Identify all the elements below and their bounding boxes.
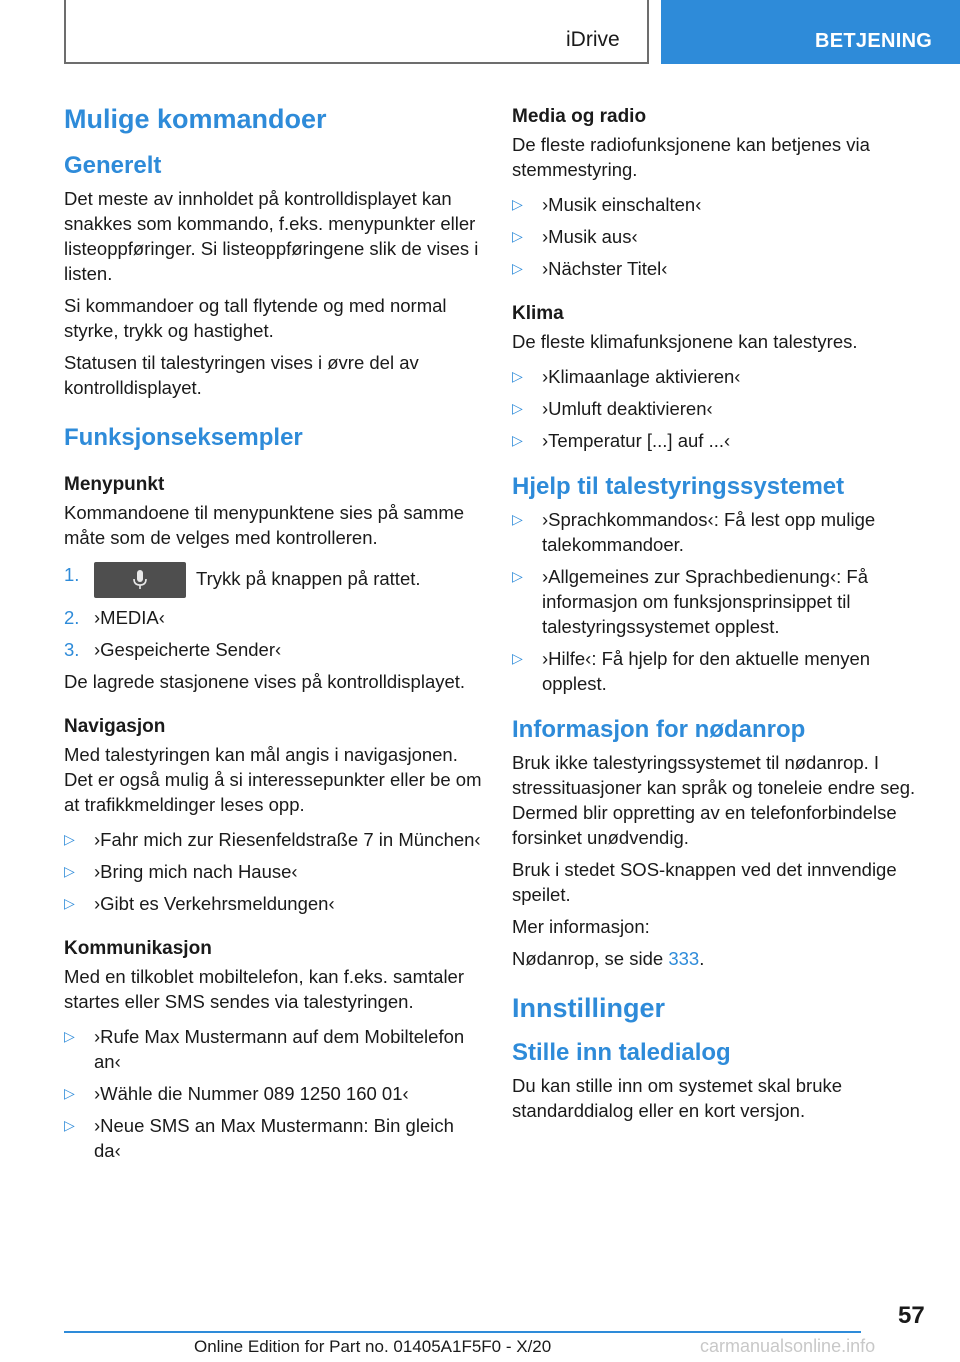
voice-button-image — [94, 562, 186, 598]
step-number: 2. — [64, 607, 80, 628]
step-number: 1. — [64, 564, 80, 585]
watermark: carmanualsonline.info — [700, 1336, 876, 1356]
paragraph-nodanrop-1: Bruk ikke talestyringssystemet til nødanrop. I stressituasjoner kan språk og toneleie endre seg. Dermed blir oppretting av en telefonforbindelse forsinket unødvendig. — [512, 752, 916, 848]
paragraph-nodanrop-3: Mer informasjon: — [512, 916, 650, 937]
heading-innstillinger: Innstillinger — [512, 993, 666, 1023]
step-text: Trykk på knappen på rattet. — [196, 567, 421, 589]
heading-hjelp: Hjelp til talestyringssystemet — [512, 473, 845, 500]
list-item: ▷ ›Wähle die Nummer 089 1250 160 01‹ — [64, 1081, 482, 1106]
list-item: ▷ ›Allgemeines zur Sprachbedienung‹: Få informasjon om funksjonsprinsippet til talestyringssystemet opplest. — [512, 564, 937, 639]
step-item — [64, 562, 482, 598]
list-item: ▷ ›Umluft deaktivieren‹ — [512, 396, 937, 421]
page-reference-link[interactable]: 333 — [668, 948, 700, 969]
header-frame — [64, 0, 649, 64]
heading-stille-inn-taledialog: Stille inn taledialog — [512, 1039, 731, 1066]
list-item: ▷ ›Rufe Max Mustermann auf dem Mobiltelefon an‹ — [64, 1024, 482, 1074]
paragraph-navigasjon: Med talestyringen kan mål angis i navigasjonen. Det er også mulig å si interessepunkter eller be om at trafikkmeldinger leses opp. — [64, 744, 482, 815]
heading-informasjon-nodanrop: Informasjon for nødanrop — [512, 716, 806, 743]
chapter-label: BETJENING — [815, 30, 933, 52]
heading-navigasjon: Navigasjon — [64, 716, 166, 737]
list-item: ▷ ›Fahr mich zur Riesenfeldstraße 7 in München‹ — [64, 827, 482, 852]
heading-generelt: Generelt — [64, 152, 162, 179]
list-item: ▷ ›Temperatur [...] auf ...‹ — [512, 428, 937, 453]
paragraph-generelt-1: Det meste av innholdet på kontrolldisplayet kan snakkes som kommando, f.eks. menypunkter eller listeoppføringer. Si listeoppføringene slik de vises i listen. — [64, 188, 479, 284]
paragraph-kommunikasjon: Med en tilkoblet mobiltelefon, kan f.eks. samtaler startes eller SMS sendes via talestyringen. — [64, 966, 464, 1012]
list-item: ▷ ›Musik einschalten‹ — [512, 192, 937, 217]
list-item: ▷ ›Bring mich nach Hause‹ — [64, 859, 482, 884]
heading-mulige-kommandoer: Mulige kommandoer — [64, 104, 327, 134]
heading-kommunikasjon: Kommunikasjon — [64, 938, 212, 959]
heading-klima: Klima — [512, 303, 564, 324]
communication-command-list — [64, 1024, 482, 1163]
heading-menypunkt: Menypunkt — [64, 474, 165, 495]
step-item — [64, 637, 482, 662]
paragraph-klima: De fleste klimafunksjonene kan talestyres. — [512, 331, 858, 352]
list-item: ▷ ›Klimaanlage aktivieren‹ — [512, 364, 937, 389]
list-item: ▷ ›Gibt es Verkehrsmeldungen‹ — [64, 891, 482, 916]
page-number: 57 — [898, 1302, 925, 1329]
navigation-command-list — [64, 827, 482, 916]
list-item: ▷ ›Sprachkommandos‹: Få lest opp mulige talekommandoer. — [512, 507, 937, 557]
step-text: ›Gespeicherte Sender‹ — [94, 639, 282, 660]
heading-media-og-radio: Media og radio — [512, 106, 647, 127]
step-number: 3. — [64, 639, 80, 660]
paragraph-nodanrop-2: Bruk i stedet SOS-knappen ved det innvendige speilet. — [512, 859, 897, 905]
left-column — [64, 100, 482, 1171]
footer-edition: Online Edition for Part no. 01405A1F5F0 - X/20 — [194, 1337, 552, 1356]
header-chapter-tab — [661, 0, 960, 64]
list-item: ▷ ›Neue SMS an Max Mustermann: Bin gleich da‹ — [64, 1113, 482, 1163]
header-section-title: iDrive — [566, 28, 620, 51]
step-item — [64, 605, 482, 630]
media-command-list — [512, 192, 937, 281]
paragraph-stille: Du kan stille inn om systemet skal bruke standarddialog eller en kort versjon. — [512, 1075, 843, 1121]
help-command-list — [512, 507, 937, 696]
ref-prefix: Nødanrop, se side — [512, 948, 669, 969]
paragraph-menypunkt: Kommandoene til menypunktene sies på samme måte som de velges med kontrolleren. — [64, 502, 465, 548]
climate-command-list — [512, 364, 937, 453]
list-item: ▷ ›Hilfe‹: Få hjelp for den aktuelle menyen opplest. — [512, 646, 937, 696]
step-text: ›MEDIA‹ — [94, 607, 165, 628]
list-item: ▷ ›Nächster Titel‹ — [512, 256, 937, 281]
paragraph-generelt-3: Statusen til talestyringen vises i øvre del av kontrolldisplayet. — [64, 352, 419, 398]
heading-funksjonseksempler: Funksjonseksempler — [64, 424, 303, 451]
list-item: ▷ ›Musik aus‹ — [512, 224, 937, 249]
microphone-icon — [132, 569, 148, 591]
paragraph-generelt-2: Si kommandoer og tall flytende og med normal styrke, trykk og hastighet. — [64, 295, 447, 341]
paragraph-media: De fleste radiofunksjonene kan betjenes via stemmestyring. — [512, 134, 870, 180]
footer-divider — [64, 1331, 861, 1333]
ref-suffix: . — [699, 948, 705, 969]
right-column — [512, 100, 937, 1130]
paragraph-nodanrop-ref — [512, 946, 937, 971]
paragraph-lagrede: De lagrede stasjonene vises på kontrolldisplayet. — [64, 671, 466, 692]
steps-list — [64, 562, 482, 662]
